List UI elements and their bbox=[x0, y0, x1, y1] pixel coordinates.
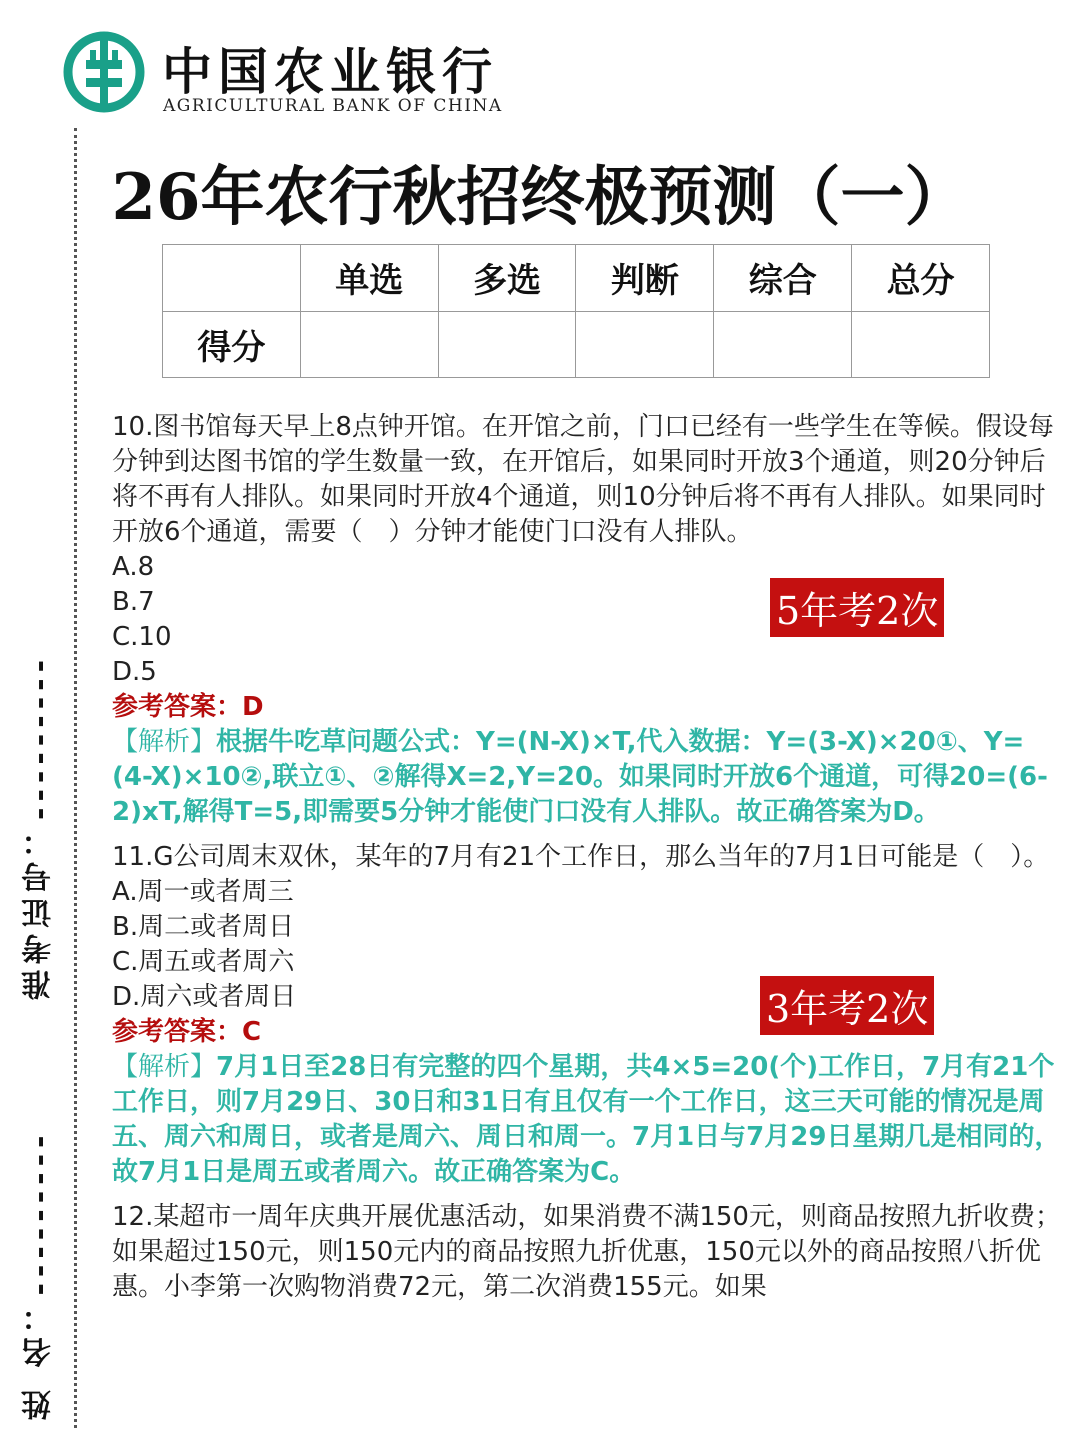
question-text: 10.图书馆每天早上8点钟开馆。在开馆之前，门口已经有一些学生在等候。假设每分钟到达图书馆的学生数量一致，在开馆后，如果同时开放3个通道，则20分钟后将不再有人排队。如果同时开放4个通道，则10分钟后将不再有人排队。如果同时开放6个通道，需要（ ）分钟才能使门口没有人排队。 bbox=[112, 412, 1054, 547]
score-cell-multi[interactable] bbox=[438, 311, 576, 378]
analysis bbox=[112, 725, 1062, 830]
reference-answer: 参考答案：C bbox=[112, 1017, 262, 1047]
score-header-cell: 判断 bbox=[576, 245, 714, 312]
abc-logo-icon bbox=[62, 30, 146, 114]
score-table bbox=[162, 244, 990, 378]
option-c: C.10 bbox=[112, 622, 172, 652]
score-row-label: 得分 bbox=[163, 311, 301, 378]
option-c: C.周五或者周六 bbox=[112, 947, 295, 977]
score-table-score-row bbox=[163, 311, 990, 378]
option-b: B.7 bbox=[112, 587, 155, 617]
frequency-badge: 3年考2次 bbox=[760, 976, 934, 1035]
option-d: D.周六或者周日 bbox=[112, 982, 297, 1012]
reference-answer: 参考答案：D bbox=[112, 692, 264, 722]
score-header-cell: 单选 bbox=[300, 245, 438, 312]
option-a: A.周一或者周三 bbox=[112, 877, 294, 907]
analysis-tag: 【解析】 bbox=[112, 1052, 217, 1082]
name-label: 姓 名：--------- bbox=[22, 1129, 57, 1420]
score-header-cell: 综合 bbox=[714, 245, 852, 312]
bank-name-cn: 中国农业银行 bbox=[162, 42, 498, 101]
score-cell-total[interactable] bbox=[852, 311, 990, 378]
score-header-cell bbox=[163, 245, 301, 312]
score-cell-single[interactable] bbox=[300, 311, 438, 378]
question-text: 11.G公司周末双休，某年的7月有21个工作日，那么当年的7月1日可能是（ ）。 bbox=[112, 842, 1050, 872]
score-cell-comprehensive[interactable] bbox=[714, 311, 852, 378]
question-text: 12.某超市一周年庆典开展优惠活动，如果消费不满150元，则商品按照九折收费；如果超过150元，则150元内的商品按照九折优惠，150元以外的商品按照八折优惠。小李第一次购物消费72元，第二次消费155元。如果 bbox=[112, 1202, 1061, 1302]
exam-number-label: 准考证号：--------- bbox=[22, 653, 57, 1000]
frequency-badge: 5年考2次 bbox=[770, 578, 944, 637]
analysis-text: 根据牛吃草问题公式：Y=(N-X)×T,代入数据：Y=(3-X)×20①、Y=(4-X)×10②,联立①、②解得X=2,Y=20。如果同时开放6个通道，可得20=(6-2)xT,解得T=5,即需要5分钟才能使门口没有人排队。故正确答案为D。 bbox=[112, 727, 1048, 827]
bank-name-en: AGRICULTURAL BANK OF CHINA bbox=[163, 96, 503, 116]
score-header-cell: 总分 bbox=[852, 245, 990, 312]
binding-dotted-line bbox=[74, 128, 77, 1428]
score-header-cell: 多选 bbox=[438, 245, 576, 312]
score-table-header-row bbox=[163, 245, 990, 312]
question-12 bbox=[112, 1200, 1062, 1305]
question-list bbox=[112, 410, 1062, 1305]
option-b: B.周二或者周日 bbox=[112, 912, 295, 942]
analysis-text: 7月1日至28日有完整的四个星期，共4×5=20(个)工作日，7月有21个工作日，则7月29日、30日和31日有且仅有一个工作日，这三天可能的情况是周五、周六和周日，或者是周六、周日和周一。7月1日与7月29日星期几是相同的，故7月1日是周五或者周六。故正确答案为C。 bbox=[112, 1052, 1061, 1187]
option-a: A.8 bbox=[112, 552, 155, 582]
score-cell-judge[interactable] bbox=[576, 311, 714, 378]
analysis-tag: 【解析】 bbox=[112, 727, 217, 757]
page-title: 26年农行秋招终极预测（一） bbox=[111, 160, 969, 235]
option-d: D.5 bbox=[112, 657, 157, 687]
analysis bbox=[112, 1050, 1062, 1190]
